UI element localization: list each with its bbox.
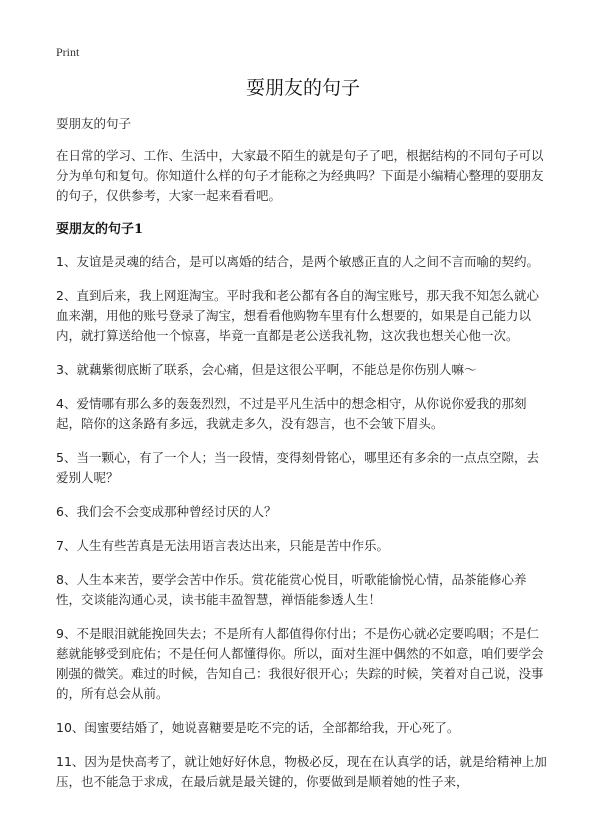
list-item: 6、我们会不会变成那种曾经讨厌的人？	[56, 504, 277, 519]
intro-paragraph: 在日常的学习、工作、生活中，大家最不陌生的就是句子了吧，根据结构的不同句子可以分为单句和复句。你知道什么样的句子才能称之为经典吗？下面是小编精心整理的耍朋友的句子，仅供参考，大家一起来看看吧。	[56, 148, 544, 203]
list-item: 2、直到后来，我上网逛淘宝。平时我和老公都有各自的淘宝账号，那天我不知怎么就心血来潮，用他的账号登录了淘宝，想看看他购物车里有什么想要的，如果是自己能力以内，就打算送给他一个惊喜，毕竟一直都是老公送我礼物，这次我也想关心他一次。	[56, 288, 539, 343]
list-item: 11、因为是快高考了，就让她好好休息，物极必反，现在在认真学的话，就是给精神上加压，也不能急于求成，在最后就是最关键的，你要做到是顺着她的性子来，	[56, 754, 547, 789]
list-item: 5、当一颗心，有了一个人；当一段情，变得刻骨铭心，哪里还有多余的一点点空隙，去爱别人呢？	[56, 450, 539, 485]
section-heading: 耍朋友的句子1	[56, 222, 144, 237]
list-item: 8、人生本来苦，要学会苦中作乐。赏花能赏心悦目，听歌能愉悦心情，品茶能修心养性，交谈能沟通心灵，读书能丰盈智慧，禅悟能参透人生！	[56, 572, 527, 607]
print-label: Print	[56, 45, 80, 59]
list-item: 4、爱情哪有那么多的轰轰烈烈，不过是平凡生活中的想念相守，从你说你爱我的那刻起，陪你的这条路有多远，我就走多久，没有怨言，也不会皱下眉头。	[56, 396, 527, 431]
list-item: 9、不是眼泪就能挽回失去；不是所有人都值得你付出；不是伤心就必定要呜咽；不是仁慈就能够受到庇佑；不是任何人都懂得你。所以，面对生涯中偶然的不如意，咱们要学会刚强的微笑。难过的时候，告知自己：我很好很开心；失踪的时候，笑着对自己说，没事的，所有总会从前。	[56, 626, 544, 701]
list-item: 1、友谊是灵魂的结合，是可以离婚的结合，是两个敏感正直的人之间不言而喻的契约。	[56, 254, 539, 269]
list-item: 7、人生有些苦真是无法用语言表达出来，只能是苦中作乐。	[56, 538, 389, 553]
page-title: 耍朋友的句子	[245, 77, 360, 99]
document-subtitle: 耍朋友的句子	[56, 116, 132, 131]
list-item: 3、就藕紫彻底断了联系，会心痛，但是这很公平啊，不能总是你伤别人嘛～	[56, 362, 477, 377]
list-item: 10、闺蜜要结婚了，她说喜糖要是吃不完的话，全部都给我，开心死了。	[56, 720, 460, 735]
